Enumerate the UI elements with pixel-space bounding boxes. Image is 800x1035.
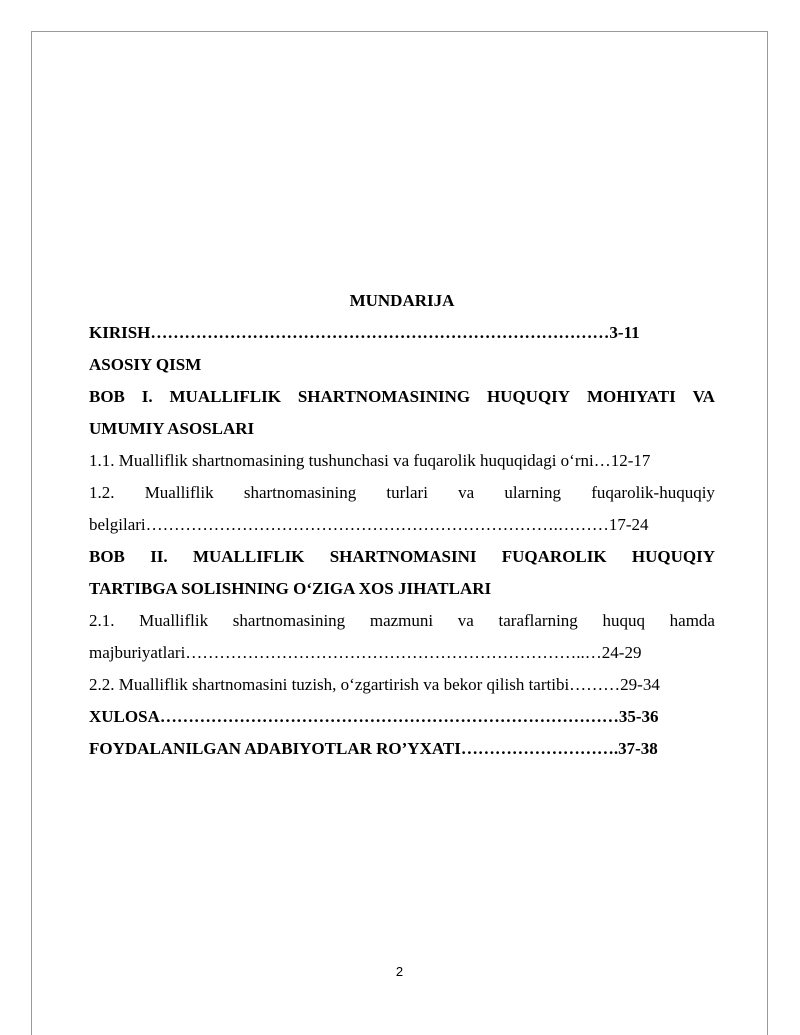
toc-title: MUNDARIJA: [349, 291, 455, 310]
page-number: 2: [395, 964, 404, 979]
word: huquq: [602, 611, 645, 630]
word: ularning: [504, 483, 562, 502]
toc-entry-foydalanilgan: FOYDALANILGAN ADABIYOTLAR RO’YXATI……………………….37-38: [89, 739, 658, 758]
toc-entry-kirish: KIRISH………………………………………………………………………3-11: [89, 323, 640, 342]
document-page: [31, 31, 768, 1035]
toc-entry-bob2-line1: [89, 541, 715, 573]
word: Mualliflik: [144, 483, 214, 502]
toc-entry-bob1-line2: UMUMIY ASOSLARI: [89, 419, 255, 438]
toc-entry-2-1-line1: [89, 605, 715, 637]
word: MOHIYATI: [586, 387, 676, 406]
word: mazmuni: [369, 611, 434, 630]
word: MUALLIFLIK: [192, 547, 305, 566]
word: FUQAROLIK: [501, 547, 607, 566]
toc-entry-2-1-line2: majburiyatlari……………………………………………………………..…24-29: [89, 643, 642, 662]
word: shartnomasining: [232, 611, 346, 630]
word: turlari: [386, 483, 428, 502]
word: BOB: [89, 387, 125, 406]
word: VA: [692, 387, 715, 406]
word: SHARTNOMASINING: [297, 387, 471, 406]
word: taraflarning: [498, 611, 578, 630]
word: I.: [141, 387, 153, 406]
word: HUQUQIY: [486, 387, 571, 406]
word: 1.2.: [89, 483, 115, 502]
word: va: [458, 483, 475, 502]
table-of-contents: [89, 285, 715, 765]
word: HUQUQIY: [631, 547, 715, 566]
toc-entry-2-2: 2.2. Mualliflik shartnomasini tuzish, o‘zgartirish va bekor qilish tartibi………29-34: [89, 675, 660, 694]
toc-entry-bob1-line1: [89, 381, 715, 413]
word: MUALLIFLIK: [169, 387, 281, 406]
toc-entry-1-1: 1.1. Mualliflik shartnomasining tushunchasi va fuqarolik huquqidagi o‘rni…12-17: [89, 451, 651, 470]
word: va: [457, 611, 474, 630]
toc-entry-1-2-line1: [89, 477, 715, 509]
word: BOB: [89, 547, 125, 566]
word: 2.1.: [89, 611, 115, 630]
toc-entry-asosiy-qism: ASOSIY QISM: [89, 355, 202, 374]
toc-entry-1-2-line2: belgilari……………………………………………………………….………17-24: [89, 515, 649, 534]
toc-entry-bob2-line2: TARTIBGA SOLISHNING O‘ZIGA XOS JIHATLARI: [89, 579, 492, 598]
toc-entry-xulosa: XULOSA………………………………………………………………………35-36: [89, 707, 659, 726]
word: SHARTNOMASINI: [329, 547, 477, 566]
word: Mualliflik: [139, 611, 209, 630]
word: hamda: [669, 611, 715, 630]
word: II.: [150, 547, 168, 566]
word: shartnomasining: [243, 483, 357, 502]
word: fuqarolik-huquqiy: [591, 483, 715, 502]
